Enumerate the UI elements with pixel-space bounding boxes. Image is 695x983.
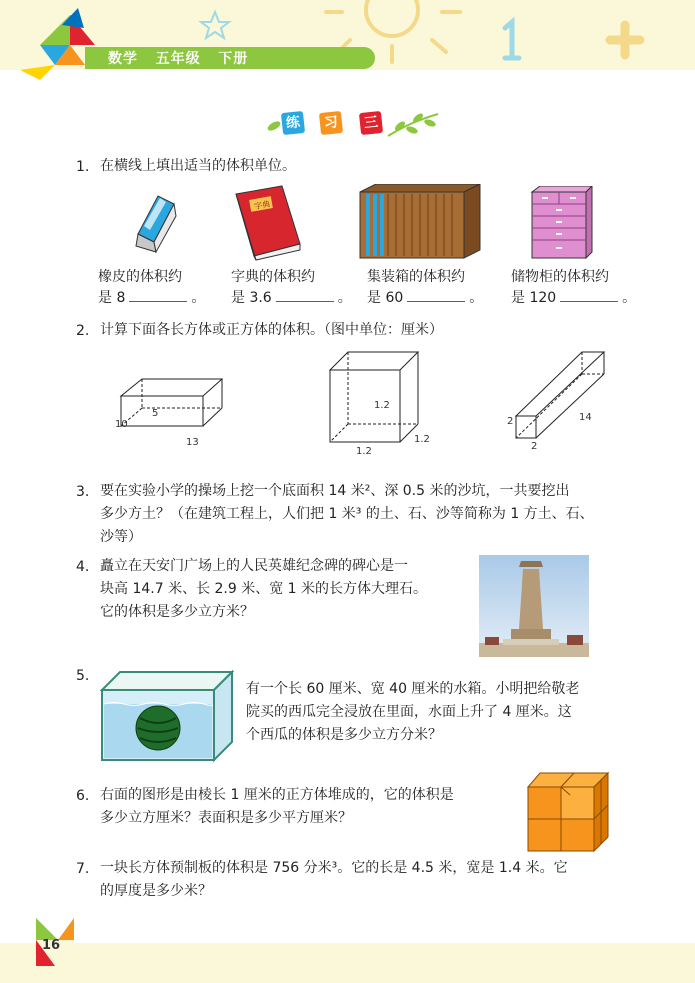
container-image: [358, 184, 482, 260]
fish-tank-with-watermelon: [98, 668, 236, 764]
tangram-green-piece: [40, 15, 70, 45]
box1-length-label: 13: [186, 437, 199, 448]
title-char-2: 习: [319, 111, 343, 135]
q2-number: 2.: [76, 323, 90, 339]
cube-height-label: 1.2: [374, 400, 390, 411]
cube-figure: [328, 350, 420, 446]
tangram-yellow-piece: [20, 65, 55, 80]
q4-text: 矗立在天安门广场上的人民英雄纪念碑的碑心是一 块高 14.7 米、长 2.9 米、宽 1 米的长方体大理石。 它的体积是多少立方米？: [100, 558, 428, 620]
q5-text: 有一个长 60 厘米、宽 40 厘米的水箱。小明把给敬老 院买的西瓜完全浸放在里面，水面上升了 4 厘米。这 个西瓜的体积是多少立方分米？: [246, 681, 580, 743]
eraser-answer-blank[interactable]: [129, 287, 187, 302]
page-footer: [0, 943, 695, 983]
q1-item-container: 集装箱的体积约 是 60 。: [367, 269, 484, 306]
sun-outline: [366, 0, 418, 36]
box3-width-label: 2: [531, 441, 538, 452]
tangram-darkblue-piece: [62, 8, 84, 28]
number-one-decoration: [505, 22, 519, 58]
cuboid-figure-1: [118, 376, 228, 430]
q5-number: 5.: [76, 668, 90, 684]
q7-number: 7.: [76, 861, 90, 877]
cuboid-figure-3: [514, 350, 606, 440]
dictionary-image: [232, 184, 304, 262]
cube-length-label: 1.2: [356, 446, 372, 457]
dictionary-answer-blank[interactable]: [276, 287, 334, 302]
q6-text: 右面的图形是由棱长 1 厘米的正方体堆成的，它的体积是 多少立方厘米？表面积是多少平方厘米？: [100, 787, 454, 826]
box3-length-label: 14: [579, 412, 592, 423]
leaf-left-decoration: [266, 118, 282, 134]
section-title: [268, 108, 438, 140]
dictionary-cover-text: 字典: [253, 199, 271, 212]
cabinet-answer-blank[interactable]: [560, 287, 618, 302]
stacked-cubes-figure: [526, 771, 610, 853]
star-outline: [201, 12, 229, 38]
q7-text: 一块长方体预制板的体积是 756 分米³。它的长是 4.5 米，宽是 1.4 米。它 的厚度是多少米？: [100, 860, 568, 899]
q1-text: 在横线上填出适当的体积单位。: [100, 158, 296, 174]
q1-number: 1.: [76, 159, 90, 175]
leaf-sprig-decoration: [386, 110, 441, 140]
eraser-image: [130, 194, 180, 256]
q3-number: 3.: [76, 484, 90, 500]
header-decoration: [0, 0, 695, 85]
cabinet-image: [530, 186, 594, 262]
box1-height-label: 5: [152, 408, 159, 419]
box3-height-label: 2: [507, 416, 514, 427]
container-answer-blank[interactable]: [407, 287, 465, 302]
q1-item-dictionary: 字典的体积约 是 3.6 。: [231, 269, 352, 306]
q4-number: 4.: [76, 559, 90, 575]
title-char-1: 练: [281, 111, 305, 135]
cube-depth-label: 1.2: [414, 434, 430, 445]
plus-decoration: [610, 25, 640, 55]
q3-text: 要在实验小学的操场上挖一个底面积 14 米²、深 0.5 米的沙坑，一共要挖出 多少方土？（在建筑工程上，人们把 1 米³ 的土、石、沙等简称为 1 方土、石、 沙等）: [100, 483, 594, 545]
title-char-3: 三: [359, 111, 383, 135]
q1-item-cabinet: 储物柜的体积约 是 120 。: [511, 269, 637, 306]
page-number: 16: [42, 938, 61, 953]
q2-text: 计算下面各长方体或正方体的体积。（图中单位：厘米）: [100, 322, 443, 338]
header-title: 数学 五年级 下册: [108, 51, 249, 67]
q1-item-eraser: 橡皮的体积约 是 8 。: [98, 269, 206, 306]
q6-number: 6.: [76, 788, 90, 804]
box1-width-label: 10: [115, 419, 128, 430]
monument-photo: [479, 555, 589, 657]
